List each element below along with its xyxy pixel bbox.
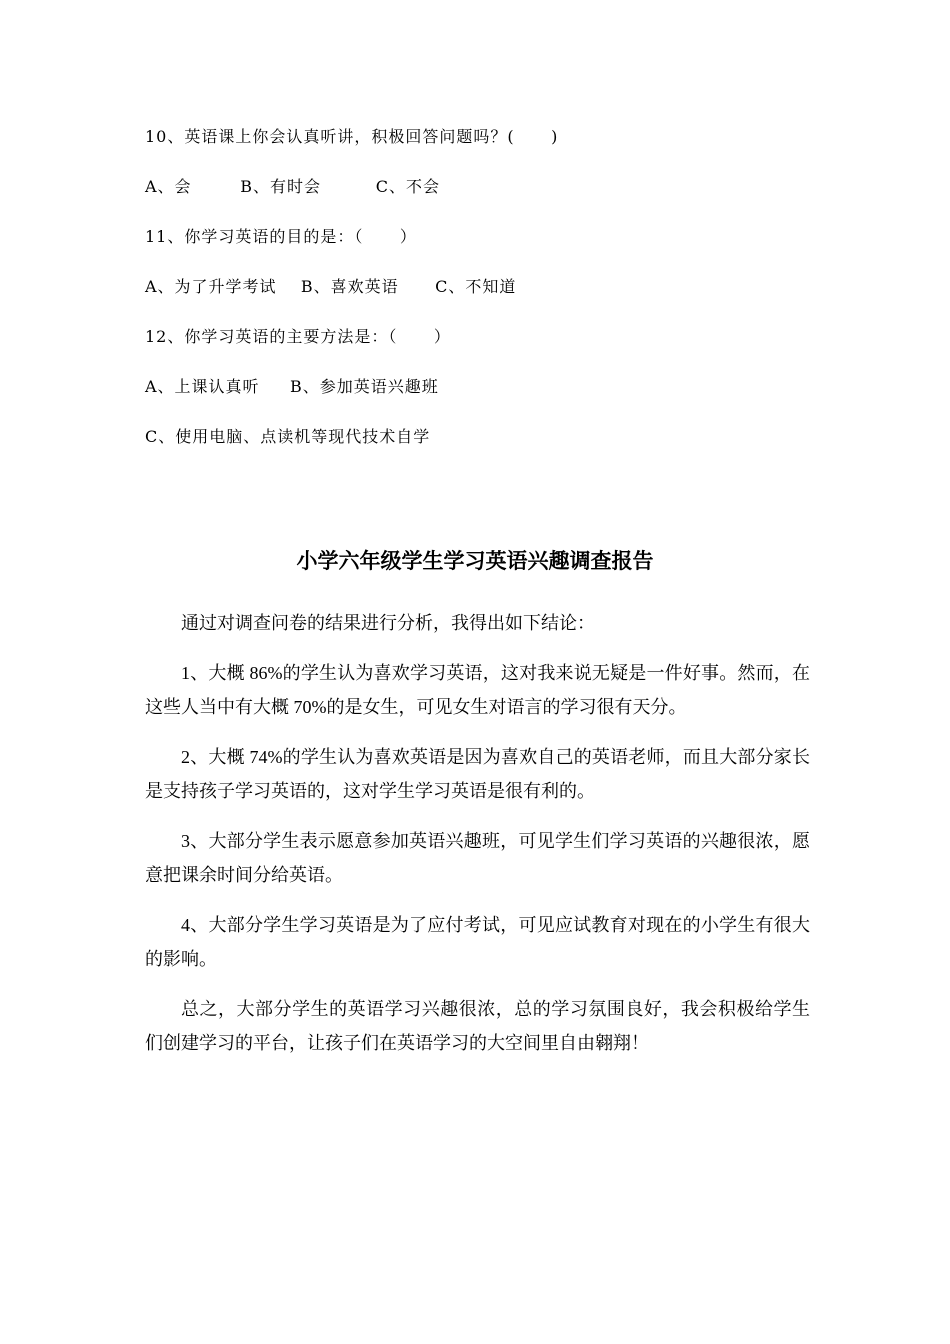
report-point-1: 1、大概 86%的学生认为喜欢学习英语，这对我来说无疑是一件好事。然而，在这些人当中有大概 70%的是女生，可见女生对语言的学习很有天分。 [145,663,810,717]
question-11-options: A、为了升学考试 B、喜欢英语 C、不知道 [145,277,517,296]
report-conclusion: 总之，大部分学生的英语学习兴趣很浓，总的学习氛围良好，我会积极给学生们创建学习的平台，让孩子们在英语学习的大空间里自由翱翔！ [145,999,810,1053]
question-12-options-line1: A、上课认真听 B、参加英语兴趣班 [145,377,439,396]
report-intro: 通过对调查问卷的结果进行分析，我得出如下结论： [181,613,595,633]
report-body [145,606,810,1076]
report-point-2: 2、大概 74%的学生认为喜欢英语是因为喜欢自己的英语老师，而且大部分家长是支持孩子学习英语的，这对学生学习英语是很有利的。 [145,747,810,801]
report-title: 小学六年级学生学习英语兴趣调查报告 [296,549,654,573]
question-10: 10、英语课上你会认真听讲，积极回答问题吗？( ) [145,127,559,146]
question-10-options: A、会 B、有时会 C、不会 [145,177,441,196]
question-12-options-line2: C、使用电脑、点读机等现代技术自学 [145,427,431,446]
question-12: 12、你学习英语的主要方法是：（ ） [145,327,451,346]
question-11: 11、你学习英语的目的是：（ ） [145,227,417,246]
report-point-3: 3、大部分学生表示愿意参加英语兴趣班，可见学生们学习英语的兴趣很浓，愿意把课余时间分给英语。 [145,831,810,885]
report-point-4: 4、大部分学生学习英语是为了应付考试，可见应试教育对现在的小学生有很大的影响。 [145,915,810,969]
survey-questions [145,124,825,474]
